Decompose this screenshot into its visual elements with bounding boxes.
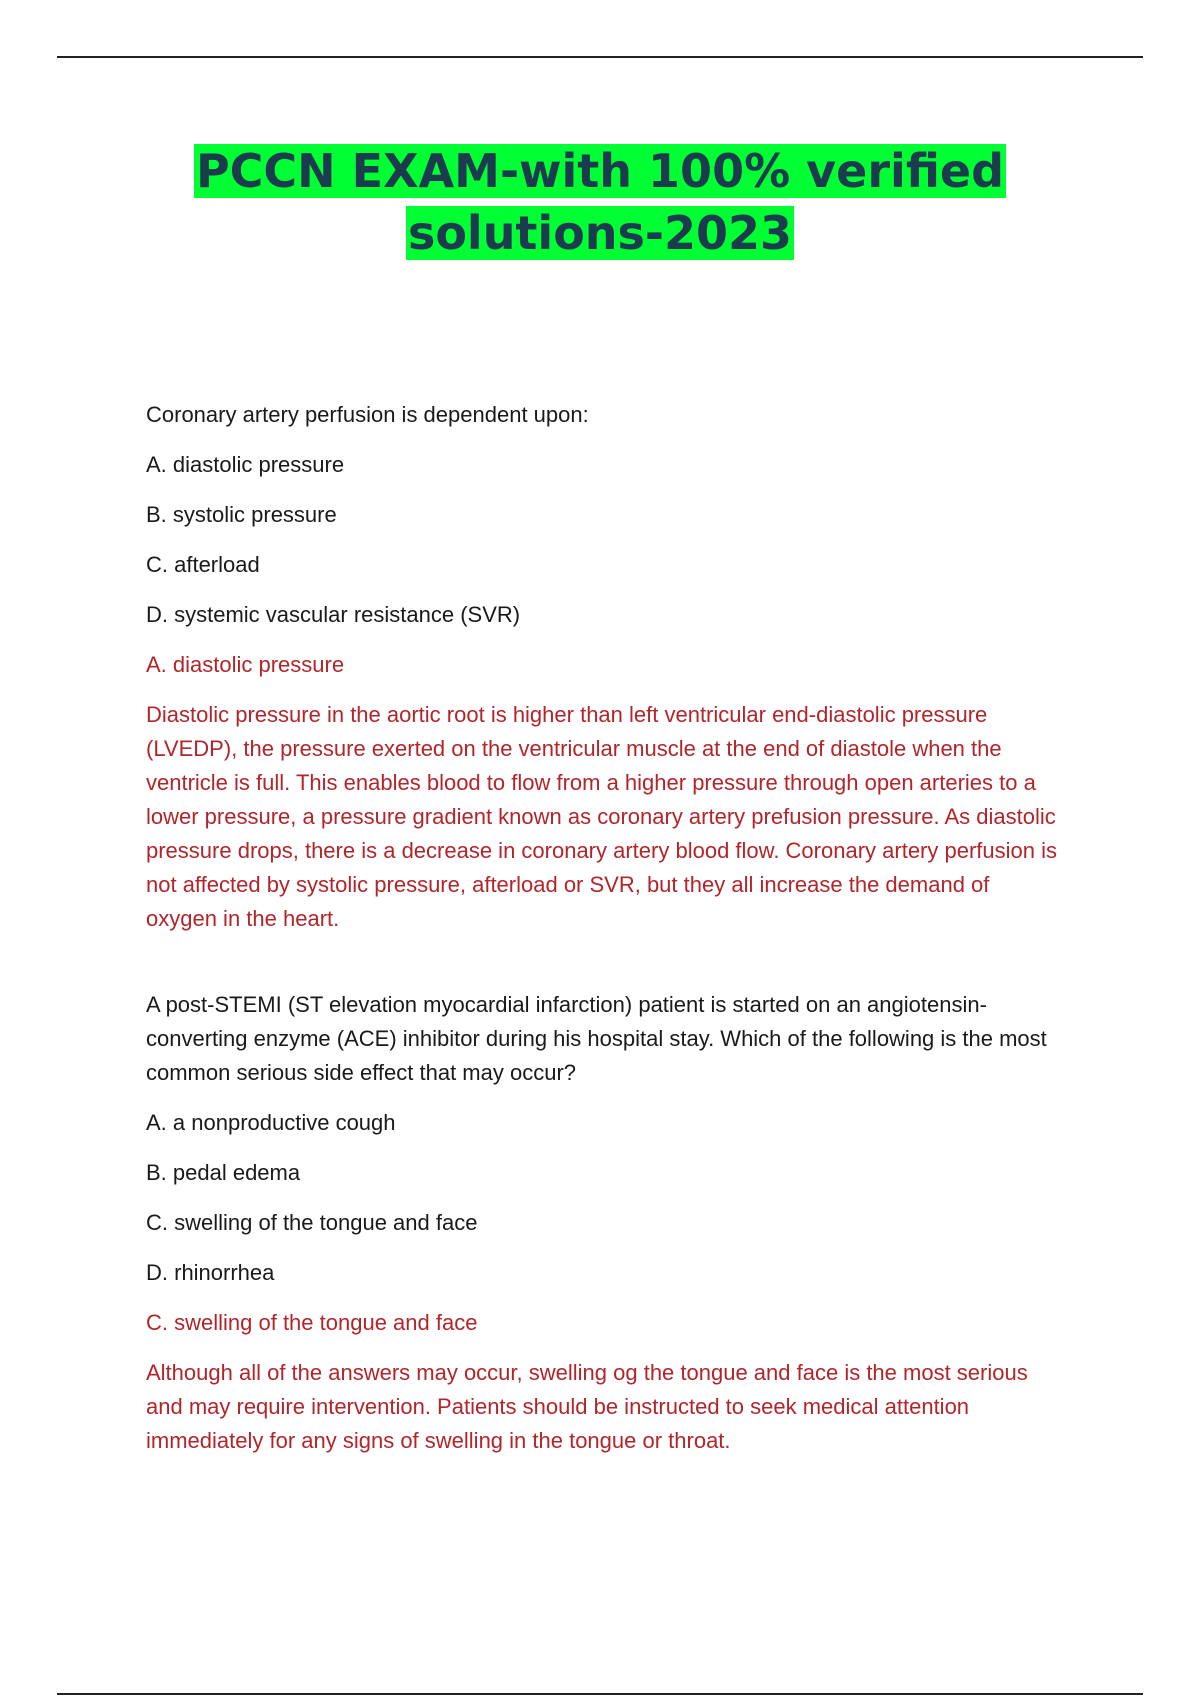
document-title bbox=[0, 140, 1200, 264]
question-block bbox=[146, 398, 1066, 936]
question-stem: A post-STEMI (ST elevation myocardial infarction) patient is started on an angiotensin-converting enzyme (ACE) inhibitor during his hospital stay. Which of the following is the most common serious side effect that may occur? bbox=[146, 992, 1047, 1085]
option-a: A. diastolic pressure bbox=[146, 452, 345, 477]
correct-answer: A. diastolic pressure bbox=[146, 652, 345, 677]
question-list bbox=[146, 398, 1066, 1474]
question-block bbox=[146, 988, 1066, 1458]
title-line-1: PCCN EXAM-with 100% verified bbox=[195, 144, 1005, 198]
title-line-2: solutions-2023 bbox=[407, 206, 793, 260]
top-rule bbox=[57, 56, 1143, 58]
answer-explanation: Diastolic pressure in the aortic root is higher than left ventricular end-diastolic pressure (LVEDP), the pressure exerted on the ventricular muscle at the end of diastole when the ventricle is full. This enables blood to flow from a higher pressure through open arteries to a lower pressure, a pressure gradient known as coronary artery prefusion pressure. As diastolic pressure drops, there is a decrease in coronary artery blood flow. Coronary artery perfusion is not affected by systolic pressure, afterload or SVR, but they all increase the demand of oxygen in the heart. bbox=[146, 702, 1057, 931]
bottom-rule bbox=[57, 1693, 1143, 1695]
option-b: B. pedal edema bbox=[146, 1160, 301, 1185]
question-stem: Coronary artery perfusion is dependent upon: bbox=[146, 402, 589, 427]
option-c: C. swelling of the tongue and face bbox=[146, 1210, 478, 1235]
answer-explanation: Although all of the answers may occur, swelling og the tongue and face is the most serious and may require intervention. Patients should be instructed to seek medical attention immediately for any signs of swelling in the tongue or throat. bbox=[146, 1360, 1028, 1453]
option-d: D. systemic vascular resistance (SVR) bbox=[146, 602, 521, 627]
correct-answer: C. swelling of the tongue and face bbox=[146, 1310, 478, 1335]
option-b: B. systolic pressure bbox=[146, 502, 337, 527]
option-a: A. a nonproductive cough bbox=[146, 1110, 396, 1135]
option-d: D. rhinorrhea bbox=[146, 1260, 275, 1285]
option-c: C. afterload bbox=[146, 552, 260, 577]
